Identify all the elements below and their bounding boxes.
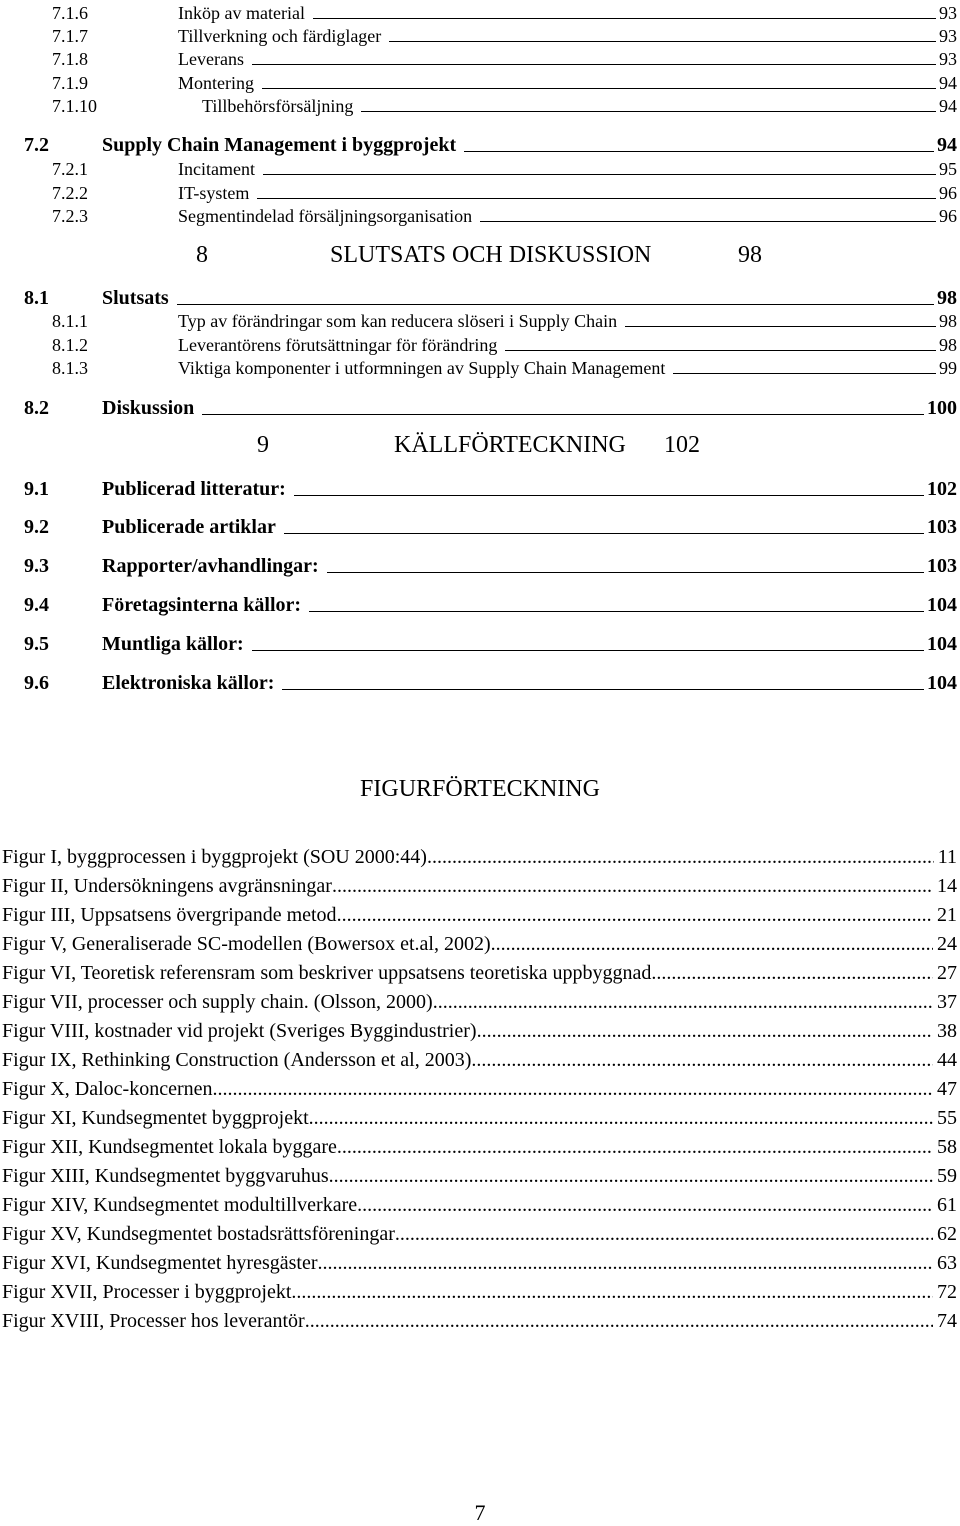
toc-title: Muntliga källor: xyxy=(102,633,244,655)
toc-leader xyxy=(202,414,924,415)
figure-leader xyxy=(329,1165,933,1192)
figure-page: 37 xyxy=(937,991,957,1013)
figures-heading: FIGURFÖRTECKNING xyxy=(360,776,600,802)
figure-page: 62 xyxy=(937,1223,957,1245)
figure-leader xyxy=(291,1281,933,1308)
toc-leader xyxy=(464,151,934,152)
figure-page: 24 xyxy=(937,933,957,955)
toc-entry[interactable] xyxy=(0,72,957,94)
toc-entry[interactable] xyxy=(0,95,957,117)
figure-entry[interactable] xyxy=(2,875,957,902)
figure-leader xyxy=(309,1107,933,1134)
toc-title: Tillverkning och färdiglager xyxy=(178,26,382,46)
toc-leader xyxy=(263,174,936,175)
toc-entry[interactable] xyxy=(0,475,957,501)
toc-page: 98 xyxy=(939,311,957,331)
figure-leader xyxy=(357,1194,933,1221)
toc-entry[interactable] xyxy=(0,357,957,379)
toc-entry[interactable] xyxy=(0,552,957,578)
toc-title: Leverans xyxy=(178,49,244,69)
toc-page: 96 xyxy=(939,206,957,226)
figure-title: Figur XIV, Kundsegmentet modultillverkare xyxy=(2,1194,358,1216)
figure-leader xyxy=(337,1136,933,1163)
toc-number: 9.2 xyxy=(24,516,49,538)
figure-entry[interactable] xyxy=(2,1223,957,1250)
toc-title: Slutsats xyxy=(102,287,169,309)
toc-page: 94 xyxy=(937,134,957,156)
figure-entry[interactable] xyxy=(2,1020,957,1047)
toc-title: Incitament xyxy=(178,159,255,179)
figure-leader xyxy=(427,846,934,873)
toc-page: 94 xyxy=(939,96,957,116)
chapter-page: 98 xyxy=(738,242,762,268)
figure-page: 55 xyxy=(937,1107,957,1129)
toc-entry[interactable] xyxy=(0,182,957,204)
toc-title: Publicerad litteratur: xyxy=(102,478,286,500)
toc-entry[interactable] xyxy=(0,158,957,180)
toc-page: 93 xyxy=(939,49,957,69)
toc-number: 7.1.10 xyxy=(52,96,97,116)
toc-title: Tillbehörsförsäljning xyxy=(202,96,354,116)
toc-entry[interactable] xyxy=(0,310,957,332)
toc-page: 104 xyxy=(927,594,957,616)
toc-page: 94 xyxy=(939,73,957,93)
chapter-title: SLUTSATS OCH DISKUSSION xyxy=(330,242,652,268)
toc-leader xyxy=(282,689,924,690)
toc-title: Inköp av material xyxy=(178,3,305,23)
toc-number: 7.1.9 xyxy=(52,73,88,93)
toc-page: 95 xyxy=(939,159,957,179)
toc-title: Elektroniska källor: xyxy=(102,672,275,694)
toc-page: 103 xyxy=(927,516,957,538)
toc-leader xyxy=(625,326,936,327)
figure-title: Figur VIII, kostnader vid projekt (Sveriges Byggindustrier) xyxy=(2,1020,477,1042)
toc-title: Rapporter/avhandlingar: xyxy=(102,555,319,577)
figure-entry[interactable] xyxy=(2,904,957,931)
toc-page: 100 xyxy=(927,397,957,419)
toc-page: 98 xyxy=(937,287,957,309)
toc-leader xyxy=(389,41,936,42)
toc-title: Supply Chain Management i byggprojekt xyxy=(102,134,457,156)
figure-title: Figur XVI, Kundsegmentet hyresgäster xyxy=(2,1252,318,1274)
toc-entry[interactable] xyxy=(0,630,957,656)
toc-page: 104 xyxy=(927,672,957,694)
chapter-number: 9 xyxy=(257,432,269,458)
figure-leader xyxy=(395,1223,933,1250)
toc-number: 7.2 xyxy=(24,134,49,156)
toc-page: 103 xyxy=(927,555,957,577)
figure-title: Figur IX, Rethinking Construction (Andersson et al, 2003) xyxy=(2,1049,472,1071)
figure-page: 59 xyxy=(937,1165,957,1187)
chapter-title: KÄLLFÖRTECKNING xyxy=(394,432,626,458)
toc-number: 7.2.1 xyxy=(52,159,88,179)
toc-entry[interactable] xyxy=(0,48,957,70)
figure-leader xyxy=(332,875,933,902)
figure-title: Figur I, byggprocessen i byggprojekt (SOU 2000:44) xyxy=(2,846,427,868)
toc-entry[interactable] xyxy=(0,2,957,24)
page-number: 7 xyxy=(474,1500,486,1525)
toc-title: Diskussion xyxy=(102,397,195,419)
toc-page: 102 xyxy=(927,478,957,500)
toc-leader xyxy=(480,221,936,222)
toc-leader xyxy=(673,373,936,374)
toc-title: Segmentindelad försäljningsorganisation xyxy=(178,206,473,226)
toc-title: IT-system xyxy=(178,183,250,203)
figure-page: 38 xyxy=(937,1020,957,1042)
toc-number: 7.2.3 xyxy=(52,206,88,226)
toc-leader xyxy=(294,495,924,496)
figure-entry[interactable] xyxy=(2,1165,957,1192)
figure-entry[interactable] xyxy=(2,1107,957,1134)
toc-number: 9.3 xyxy=(24,555,49,577)
figure-entry[interactable] xyxy=(2,991,957,1018)
chapter-page: 102 xyxy=(664,432,700,458)
toc-number: 8.1.1 xyxy=(52,311,88,331)
toc-number: 9.4 xyxy=(24,594,49,616)
figure-leader xyxy=(318,1252,934,1279)
toc-number: 9.5 xyxy=(24,633,49,655)
figure-entry[interactable] xyxy=(2,933,957,960)
toc-number: 8.2 xyxy=(24,397,49,419)
figure-entry[interactable] xyxy=(2,1049,957,1076)
toc-leader xyxy=(313,18,936,19)
toc-section-7-2[interactable] xyxy=(0,131,957,157)
figure-title: Figur V, Generaliserade SC-modellen (Bowersox et.al, 2002) xyxy=(2,933,491,955)
figure-page: 44 xyxy=(937,1049,957,1071)
figure-title: Figur II, Undersökningens avgränsningar xyxy=(2,875,332,897)
toc-page: 96 xyxy=(939,183,957,203)
figure-page: 58 xyxy=(937,1136,957,1158)
toc-entry[interactable] xyxy=(0,25,957,47)
toc-leader xyxy=(309,611,924,612)
figure-title: Figur VII, processer och supply chain. (Olsson, 2000) xyxy=(2,991,433,1013)
figure-entry[interactable] xyxy=(2,1078,957,1105)
figure-title: Figur III, Uppsatsens övergripande metod xyxy=(2,904,337,926)
chapter-number: 8 xyxy=(196,242,208,268)
toc-entry[interactable] xyxy=(0,669,957,695)
toc-leader xyxy=(257,198,936,199)
toc-leader xyxy=(284,533,924,534)
toc-number: 8.1.2 xyxy=(52,335,88,355)
figure-page: 47 xyxy=(937,1078,957,1100)
figure-leader xyxy=(471,1049,933,1076)
toc-page: 104 xyxy=(927,633,957,655)
figure-title: Figur XIII, Kundsegmentet byggvaruhus xyxy=(2,1165,329,1187)
toc-number: 7.1.6 xyxy=(52,3,88,23)
toc-entry[interactable] xyxy=(0,205,957,227)
toc-leader xyxy=(327,572,924,573)
figure-leader xyxy=(477,1020,933,1047)
figure-title: Figur XV, Kundsegmentet bostadsrättsföreningar xyxy=(2,1223,395,1245)
toc-leader xyxy=(177,304,934,305)
toc-chapter-8[interactable] xyxy=(0,242,960,272)
toc-entry[interactable] xyxy=(0,513,957,539)
figure-entry[interactable] xyxy=(2,1136,957,1163)
toc-leader xyxy=(505,350,936,351)
toc-title: Viktiga komponenter i utformningen av Supply Chain Management xyxy=(178,358,666,378)
figure-leader xyxy=(337,904,933,931)
toc-leader xyxy=(252,650,924,651)
toc-number: 7.2.2 xyxy=(52,183,88,203)
toc-title: Leverantörens förutsättningar för förändring xyxy=(178,335,498,355)
figure-page: 27 xyxy=(937,962,957,984)
toc-number: 8.1 xyxy=(24,287,49,309)
figure-leader xyxy=(433,991,933,1018)
toc-entry[interactable] xyxy=(0,591,957,617)
toc-leader xyxy=(262,88,936,89)
toc-leader xyxy=(252,64,936,65)
toc-number: 9.6 xyxy=(24,672,49,694)
toc-page: 93 xyxy=(939,3,957,23)
toc-chapter-9[interactable] xyxy=(0,432,960,462)
toc-title: Företagsinterna källor: xyxy=(102,594,302,616)
figure-title: Figur X, Daloc-koncernen xyxy=(2,1078,213,1100)
toc-page: 99 xyxy=(939,358,957,378)
figure-leader xyxy=(213,1078,934,1105)
toc-number: 9.1 xyxy=(24,478,49,500)
toc-page: 98 xyxy=(939,335,957,355)
toc-entry[interactable] xyxy=(0,334,957,356)
figure-page: 21 xyxy=(937,904,957,926)
figure-page: 63 xyxy=(937,1252,957,1274)
figure-title: Figur XII, Kundsegmentet lokala byggare xyxy=(2,1136,337,1158)
figure-page: 74 xyxy=(937,1310,957,1332)
toc-number: 7.1.8 xyxy=(52,49,88,69)
figure-title: Figur XVII, Processer i byggprojekt xyxy=(2,1281,292,1303)
figure-title: Figur XVIII, Processer hos leverantör xyxy=(2,1310,305,1332)
toc-number: 7.1.7 xyxy=(52,26,88,46)
toc-number: 8.1.3 xyxy=(52,358,88,378)
figure-page: 11 xyxy=(937,846,957,868)
toc-title: Typ av förändringar som kan reducera slöseri i Supply Chain xyxy=(178,311,618,331)
toc-section-8-1[interactable] xyxy=(0,284,957,310)
figure-page: 14 xyxy=(937,875,957,897)
figure-entry[interactable] xyxy=(2,1194,957,1221)
toc-leader xyxy=(361,111,936,112)
figure-page: 72 xyxy=(937,1281,957,1303)
figure-entry[interactable] xyxy=(2,846,957,873)
figure-leader xyxy=(491,933,933,960)
figure-entry[interactable] xyxy=(2,962,957,989)
figure-entry[interactable] xyxy=(2,1310,957,1337)
toc-section-8-2[interactable] xyxy=(0,394,957,420)
figure-title: Figur XI, Kundsegmentet byggprojekt xyxy=(2,1107,309,1129)
figure-title: Figur VI, Teoretisk referensram som beskriver uppsatsens teoretiska uppbyggnad xyxy=(2,962,652,984)
toc-title: Publicerade artiklar xyxy=(102,516,276,538)
figure-leader xyxy=(651,962,933,989)
figure-entry[interactable] xyxy=(2,1252,957,1279)
toc-title: Montering xyxy=(178,73,254,93)
figure-page: 61 xyxy=(937,1194,957,1216)
figure-entry[interactable] xyxy=(2,1281,957,1308)
figure-leader xyxy=(305,1310,933,1337)
toc-page: 93 xyxy=(939,26,957,46)
